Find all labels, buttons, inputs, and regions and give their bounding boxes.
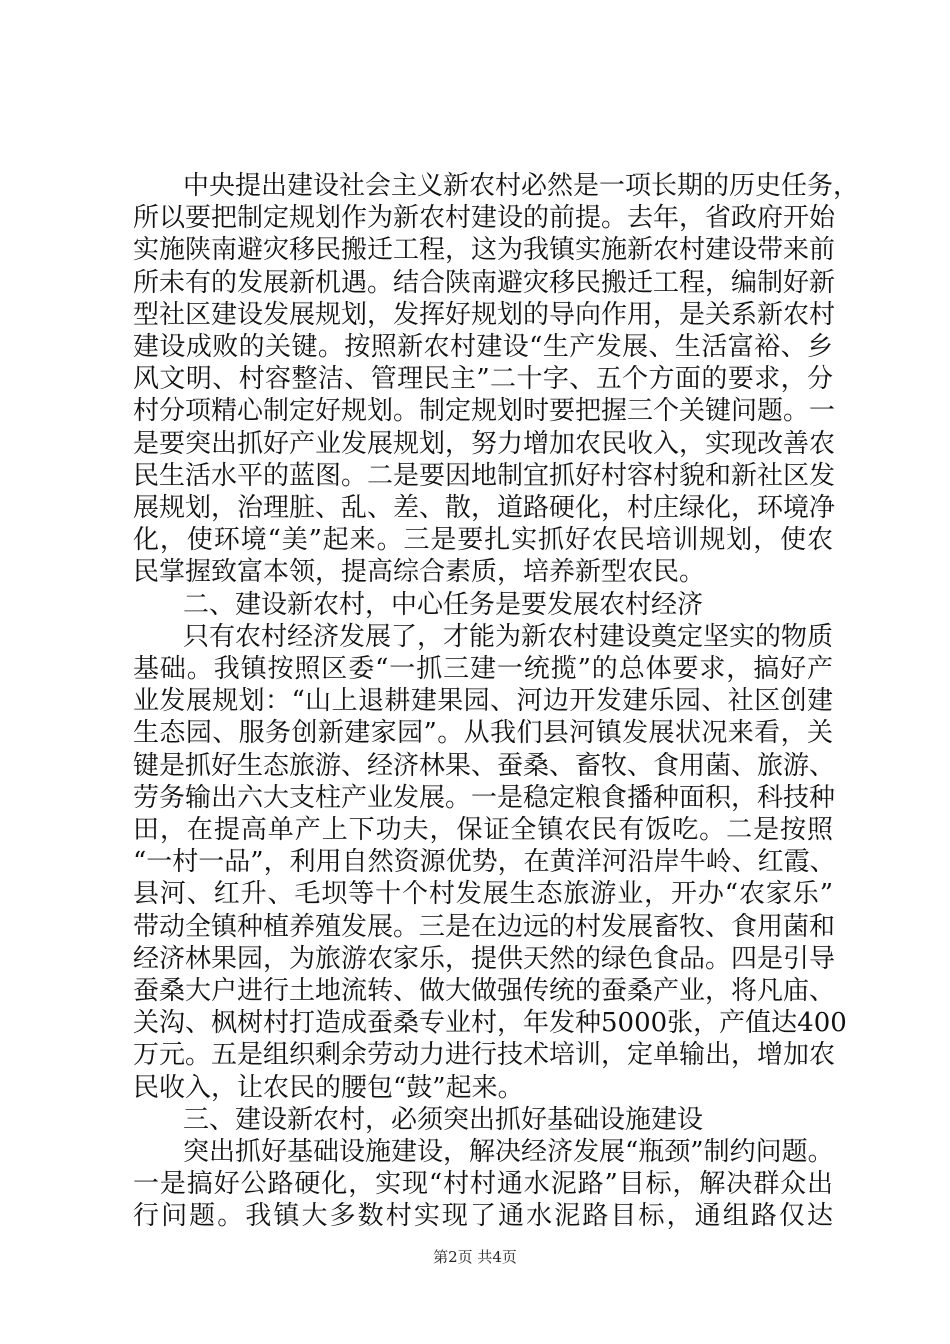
paragraph-line: 突出抓好基础设施建设，解决经济发展“瓶颈”制约问题。 xyxy=(183,1137,834,1167)
paragraph-line: 民掌握致富本领，提高综合素质，培养新型农民。 xyxy=(133,557,706,588)
paragraph-line: 风文明、村容整洁、管理民主”二十字、五个方面的要求，分 xyxy=(133,364,833,395)
paragraph-line: 一是搞好公路硬化，实现“村村通水泥路”目标，解决群众出 xyxy=(133,1169,833,1200)
paragraph-line: 型社区建设发展规划，发挥好规划的导向作用，是关系新农村 xyxy=(133,299,836,330)
paragraph-line: 实施陕南避灾移民搬迁工程，这为我镇实施新农村建设带来前 xyxy=(133,235,836,266)
paragraph-line: 所未有的发展新机遇。结合陕南避灾移民搬迁工程，编制好新 xyxy=(133,267,836,298)
paragraph-line: 化，使环境“美”起来。三是要扎实抓好农民培训规划，使农 xyxy=(133,525,833,556)
paragraph-line: 县河、红升、毛坝等十个村发展生态旅游业，开办“农家乐” xyxy=(133,879,833,910)
paragraph-line: 关沟、枫树村打造成蚕桑专业村，年发种5000张，产值达400 xyxy=(133,1008,847,1039)
paragraph-line: 只有农村经济发展了，才能为新农村建设奠定坚实的物质 xyxy=(183,621,834,652)
page-footer xyxy=(0,1247,950,1267)
paragraph-line: 蚕桑大户进行土地流转、做大做强传统的蚕桑产业，将凡庙、 xyxy=(133,976,836,1006)
section-heading: 三、建设新农村，必须突出抓好基础设施建设 xyxy=(183,1104,704,1135)
paragraph-line: 建设成败的关键。按照新农村建设“生产发展、生活富裕、乡 xyxy=(133,332,833,362)
paragraph-line: 生态园、服务创新建家园”。从我们县河镇发展状况来看，关 xyxy=(133,718,833,749)
page-number-label: 第2页 共4页 xyxy=(433,1247,517,1266)
paragraph-line: 中央提出建设社会主义新农村必然是一项长期的历史任务， xyxy=(183,171,860,201)
paragraph-line: 劳务输出六大支柱产业发展。一是稳定粮食播种面积，科技种 xyxy=(133,782,836,813)
section-heading: 二、建设新农村，中心任务是要发展农村经济 xyxy=(183,589,704,620)
paragraph-line: 是要突出抓好产业发展规划，努力增加农民收入，实现改善农 xyxy=(133,428,836,459)
paragraph-line: 民生活水平的蓝图。二是要因地制宜抓好村容村貌和新社区发 xyxy=(133,460,836,491)
paragraph-line: 行问题。我镇大多数村实现了通水泥路目标，通组路仅达 xyxy=(133,1201,833,1232)
paragraph-line: 基础。我镇按照区委“一抓三建一统揽”的总体要求，搞好产 xyxy=(133,654,833,684)
paragraph-line: 田，在提高单产上下功夫，保证全镇农民有饭吃。二是按照 xyxy=(133,815,833,845)
paragraph-line: 经济林果园，为旅游农家乐，提供天然的绿色食品。四是引导 xyxy=(133,943,836,974)
paragraph-line: 万元。五是组织剩余劳动力进行技术培训，定单输出，增加农 xyxy=(133,1040,836,1071)
paragraph-line: 业发展规划：“山上退耕建果园、河边开发建乐园、社区创建 xyxy=(133,686,833,717)
paragraph-line: “一村一品”，利用自然资源优势，在黄洋河沿岸牛岭、红霞、 xyxy=(133,847,836,878)
paragraph-line: 所以要把制定规划作为新农村建设的前提。去年，省政府开始 xyxy=(133,203,836,234)
paragraph-line: 民收入，让农民的腰包“鼓”起来。 xyxy=(133,1072,524,1103)
paragraph-line: 键是抓好生态旅游、经济林果、蚕桑、畜牧、食用菌、旅游、 xyxy=(133,750,836,781)
paragraph-line: 带动全镇种植养殖发展。三是在边远的村发展畜牧、食用菌和 xyxy=(133,911,836,942)
paragraph-line: 展规划，治理脏、乱、差、散，道路硬化，村庄绿化，环境净 xyxy=(133,493,836,523)
paragraph-line: 村分项精心制定好规划。制定规划时要把握三个关键问题。一 xyxy=(133,396,836,427)
